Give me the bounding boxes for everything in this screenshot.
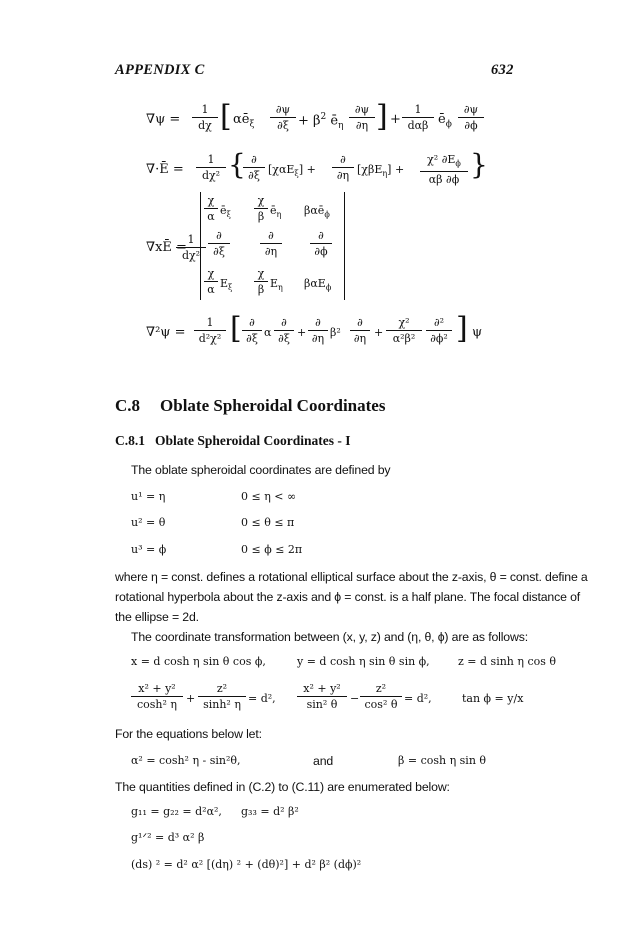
- beta-definition: β = cosh η sin θ: [398, 754, 487, 767]
- where-line-1: where η = const. defines a rotational elliptical surface about the z-axis, θ = const. define a: [115, 570, 588, 584]
- grad-alpha-e: $\alpha ē_\xi$: [233, 112, 255, 130]
- curl-r1c1-e: $ē_\xi$: [220, 204, 231, 220]
- div-frac1: ∂ ∂ξ: [243, 152, 265, 183]
- u3-range: 0 ≤ ϕ ≤ 2π: [241, 543, 303, 556]
- lap-plus2: +: [374, 326, 384, 339]
- lap-beta: β²: [330, 326, 341, 339]
- grad-close-bracket: ]: [376, 99, 388, 134]
- lap-frac1: ∂ ∂ξ: [242, 315, 262, 346]
- hyperbola-op: −: [350, 692, 360, 705]
- grad-coef1: $\frac{1}{d\chi}$: [192, 102, 218, 133]
- grad-e-phi: $ē_\phi$: [438, 112, 452, 130]
- lap-frac2: ∂ ∂ξ: [274, 315, 294, 346]
- ellipse-frac1: $\frac{\text{x² + y²}}{\text{cosh² η}}$: [131, 681, 183, 712]
- determinant-right-bar: [344, 192, 345, 300]
- line-element: (ds) ² = d² α² [(dη) ² + (dθ)²] + d² β² (dϕ)²: [131, 858, 362, 871]
- ellipse-rhs: = d²,: [248, 692, 276, 705]
- curl-r3c2-e: $E_\eta$: [270, 277, 283, 293]
- quantities-intro: The quantities defined in (C.2) to (C.11) are enumerated below:: [115, 780, 450, 794]
- transform-intro: The coordinate transformation between (x, y, z) and (η, θ, ϕ) are as follows:: [131, 630, 528, 644]
- grad-frac3: $\frac{\partial\psi}{\partial\phi}$: [458, 102, 484, 133]
- curl-r3c1-frac: $\frac{\chi}{\alpha}$: [204, 266, 218, 297]
- lap-plus1: +: [297, 326, 307, 339]
- lap-lhs: ∇²ψ =: [146, 325, 186, 340]
- lap-frac5: $\frac{\text{χ²}}{\text{α²β²}}$: [386, 315, 422, 346]
- u2-range: 0 ≤ θ ≤ π: [241, 516, 295, 529]
- running-header: APPENDIX C: [115, 62, 205, 78]
- curl-coef: $\frac{1}{\text{dχ²}}$: [176, 232, 206, 263]
- u3-definition: u³ = ϕ: [131, 543, 167, 556]
- curl-r2c3-frac: ∂ ∂ϕ: [310, 228, 332, 259]
- x-equation: x = d cosh η sin θ cos ϕ,: [131, 655, 266, 668]
- metric-g11-g22: g₁₁ = g₂₂ = d²α²,: [131, 805, 222, 818]
- grad-plus: +: [390, 112, 401, 127]
- div-term2: [χβE$_\eta$] +: [357, 163, 405, 179]
- curl-r1c1-frac: $\frac{\chi}{\alpha}$: [204, 193, 218, 224]
- lap-coef: $\frac{1}{\text{d²χ²}}$: [194, 315, 226, 346]
- metric-determinant: g¹ᐟ² = d³ α² β: [131, 831, 205, 844]
- lap-close-bracket: ]: [456, 311, 468, 346]
- curl-lhs: ∇xĒ =: [146, 240, 187, 255]
- metric-g33: g₃₃ = d² β²: [241, 805, 299, 818]
- grad-coef2: 1 dαβ: [402, 102, 434, 133]
- grad-frac1: $\frac{\partial\psi}{\partial\xi}$: [270, 102, 296, 133]
- div-term1: [χαE$_\xi$] +: [268, 163, 316, 179]
- hyperbola-frac1: $\frac{\text{x² + y²}}{\text{sin² θ}}$: [297, 681, 347, 712]
- curl-r2c1-frac: ∂ ∂ξ: [208, 228, 230, 259]
- section-heading: C.8 Oblate Spheroidal Coordinates: [115, 396, 386, 415]
- and-word: and: [313, 754, 334, 768]
- curl-r1c3: βαē$_\phi$: [304, 204, 330, 220]
- div-open-brace: {: [228, 148, 246, 181]
- hyperbola-rhs: = d²,: [404, 692, 432, 705]
- where-line-3: the ellipse = 2d.: [115, 610, 199, 624]
- div-coef: $\frac{1}{\text{dχ²}}$: [196, 152, 226, 183]
- u1-range: 0 ≤ η < ∞: [241, 490, 297, 503]
- div-frac3: $\frac{\chi^2 \partial E_\phi}{\alpha\beta \partial\phi}$: [420, 152, 468, 187]
- z-equation: z = d sinh η cos θ: [458, 655, 557, 668]
- subsection-heading: C.8.1 Oblate Spheroidal Coordinates - I: [115, 433, 351, 448]
- lap-frac3: ∂ ∂η: [308, 315, 328, 346]
- u1-definition: u¹ = η: [131, 490, 166, 503]
- lap-frac4: ∂ ∂η: [350, 315, 370, 346]
- grad-open-bracket: [: [220, 99, 232, 134]
- tan-equation: tan ϕ = y/x: [462, 692, 524, 705]
- lap-alpha: α: [264, 326, 272, 339]
- div-frac2: ∂ ∂η: [332, 152, 354, 183]
- determinant-left-bar: [200, 192, 201, 300]
- curl-r1c2-frac: $\frac{\chi}{\beta}$: [254, 193, 268, 224]
- lap-frac6: ∂² ∂ϕ²: [426, 315, 452, 346]
- curl-r3c2-frac: $\frac{\chi}{\beta}$: [254, 266, 268, 297]
- y-equation: y = d cosh η sin θ sin ϕ,: [297, 655, 430, 668]
- grad-beta: + $\beta^2$ $ē_\eta$: [298, 112, 344, 131]
- ellipse-op: +: [186, 692, 196, 705]
- curl-r3c3: βαE$_\phi$: [304, 277, 332, 293]
- lap-open-bracket: [: [230, 311, 242, 346]
- page-number: 632: [491, 62, 514, 78]
- curl-r2c2-frac: ∂ ∂η: [260, 228, 282, 259]
- curl-r3c1-e: $E_\xi$: [220, 277, 233, 293]
- grad-frac2: $\frac{\partial\psi}{\partial\eta}$: [349, 102, 375, 133]
- div-lhs: ∇·Ē =: [146, 162, 184, 177]
- lap-psi: ψ: [472, 325, 483, 340]
- alpha-definition: α² = cosh² η - sin²θ,: [131, 754, 241, 767]
- where-line-2: rotational hyperbola about the z-axis and ϕ = const. is a half plane. The focal distance of: [115, 590, 581, 604]
- grad-lhs: ∇ψ =: [146, 112, 181, 127]
- hyperbola-frac2: $\frac{\text{z²}}{\text{cos² θ}}$: [360, 681, 402, 712]
- intro-text: The oblate spheroidal coordinates are defined by: [131, 463, 391, 477]
- div-close-brace: }: [470, 148, 488, 181]
- curl-r1c2-e: $ē_\eta$: [270, 204, 282, 220]
- below-intro: For the equations below let:: [115, 727, 262, 741]
- ellipse-frac2: $\frac{\text{z²}}{\text{sinh² η}}$: [198, 681, 246, 712]
- u2-definition: u² = θ: [131, 516, 166, 529]
